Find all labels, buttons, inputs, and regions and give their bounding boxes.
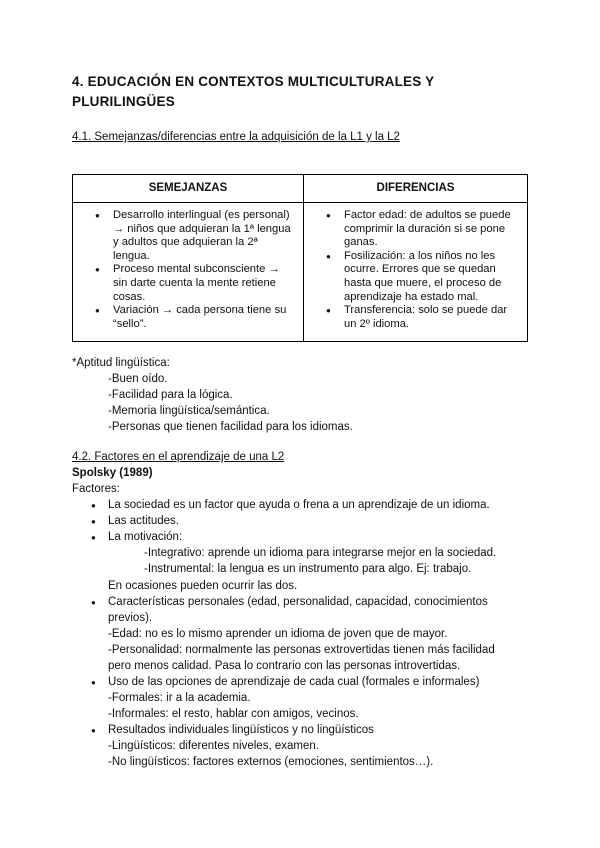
bullet-icon: ●	[91, 501, 96, 510]
factor-subline: -Informales: el resto, hablar con amigos, vecinos.	[108, 708, 359, 720]
header-diferencias: DIFERENCIAS	[304, 175, 528, 203]
semejanzas-list	[83, 209, 295, 331]
list-item: ● Desarrollo interlingual (es personal) → niños que adquieran la 1ª lengua y adultos que adquieran la 2ª lengua.	[83, 209, 295, 263]
list-item: ● Transferencia: solo se puede dar un 2º idioma.	[314, 304, 519, 331]
page-title: 4. EDUCACIÓN EN CONTEXTOS MULTICULTURALES Y PLURILINGÜES	[72, 74, 435, 109]
bullet-icon: ●	[91, 517, 96, 526]
bullet-icon: ●	[91, 726, 96, 735]
bullet-icon: ●	[91, 533, 96, 542]
diferencias-list	[314, 209, 519, 331]
list-item: ● Proceso mental subconsciente → sin darte cuenta la mente retiene cosas.	[83, 263, 295, 304]
list-item: ● Variación → cada persona tiene su “sello”.	[83, 304, 295, 331]
bullet-icon: ●	[91, 678, 96, 687]
bullet-icon: ●	[91, 598, 96, 607]
factor-line: La sociedad es un factor que ayuda o frena a un aprendizaje de un idioma.	[108, 499, 490, 511]
factor-subline: -Edad: no es lo mismo aprender un idioma de joven que de mayor.	[108, 628, 448, 640]
factor-line: En ocasiones pueden ocurrir las dos.	[108, 580, 298, 592]
author-label: Spolsky (1989)	[72, 467, 153, 479]
factor-line: Resultados individuales lingüísticos y no lingüísticos	[108, 724, 374, 736]
section-heading-4-2: 4.2. Factores en el aprendizaje de una L2	[72, 451, 285, 463]
aptitud-item: -Memoria lingüística/semántica.	[108, 405, 270, 417]
list-item: ● Factor edad: de adultos se puede comprimir la duración si se pone ganas.	[314, 209, 519, 250]
factor-line: La motivación:	[108, 531, 183, 543]
factor-line: Características personales (edad, personalidad, capacidad, conocimientos	[108, 596, 488, 608]
header-semejanzas: SEMEJANZAS	[73, 175, 304, 203]
semejanzas-cell	[73, 203, 304, 342]
list-item: ● Fosilización: a los niños no les ocurre. Errores que se quedan hasta que muere, el proceso de aprendizaje ha estado mal.	[314, 250, 519, 304]
factor-subline: pero menos calidad. Pasa lo contrario con las personas introvertidas.	[108, 660, 461, 672]
diferencias-cell	[304, 203, 528, 342]
aptitud-item: -Personas que tienen facilidad para los idiomas.	[108, 421, 353, 433]
factor-subline: -No lingüísticos: factores externos (emociones, sentimientos…).	[108, 756, 434, 768]
factor-subline: -Formales: ir a la academia.	[108, 692, 251, 704]
factor-line: previos).	[108, 612, 153, 624]
factor-line: Las actitudes.	[108, 515, 179, 527]
table-body-row	[73, 203, 528, 342]
factor-subline: -Integrativo: aprende un idioma para integrarse mejor en la sociedad.	[144, 547, 497, 559]
aptitud-item: -Facilidad para la lógica.	[108, 389, 233, 401]
comparison-table	[72, 174, 528, 342]
section-heading-4-1: 4.1. Semejanzas/diferencias entre la adquisición de la L1 y la L2	[72, 131, 400, 143]
factores-label: Factores:	[72, 483, 120, 495]
factor-subline: -Personalidad: normalmente las personas extrovertidas tienen más facilidad	[108, 644, 495, 656]
aptitud-title: *Aptitud lingüística:	[72, 357, 170, 369]
factor-subline: -Instrumental: la lengua es un instrumento para algo. Ej: trabajo.	[144, 563, 472, 575]
factor-subline: -Lingüísticos: diferentes niveles, examen.	[108, 740, 319, 752]
aptitud-item: -Buen oído.	[108, 373, 168, 385]
table-header-row	[73, 175, 528, 203]
factor-line: Uso de las opciones de aprendizaje de cada cual (formales e informales)	[108, 676, 480, 688]
